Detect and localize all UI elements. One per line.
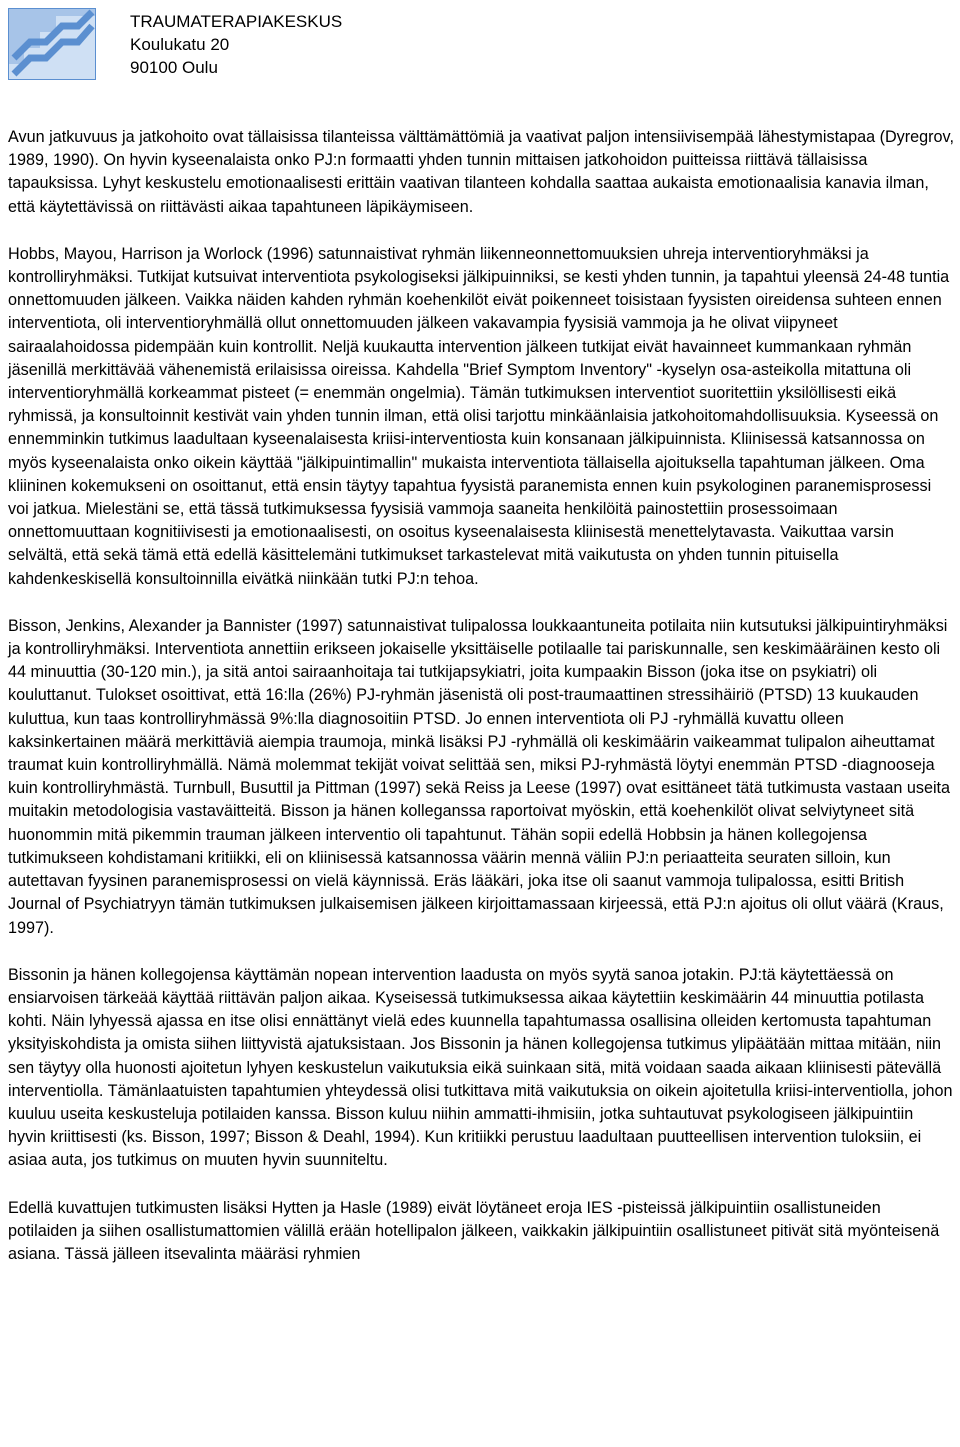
paragraph: Hobbs, Mayou, Harrison ja Worlock (1996) satunnaistivat ryhmän liikenneonnettomuuksien uhreja interventioryhmäksi ja kontrolliryhmäksi. Tutkijat kutsuivat interventiota psykologiseksi jälkipuinniksi, se kesti yhden tunnin, ja tapahtui yleensä 24-48 tuntia onnettomuuden jälkeen. Vaikka näiden kahden ryhmän koehenkilöt eivät poikenneet toisistaan fyysisten oireidensa suhteen ennen interventiota, oli interventioryhmällä ollut onnettomuuden jälkeen vakavampia fyysisiä vammoja ja he olivat viipyneet sairaalahoidossa pidempään kuin kontrollit. Neljä kuukautta intervention jälkeen tutkijat eivät havainneet kummankaan ryhmän jäsenillä merkittävää vähenemistä erilaisissa oireissa. Kahdella "Brief Symptom Inventory" -kyselyn osa-asteikolla mitattuna oli interventioryhmällä korkeammat pisteet (= enemmän ongelmia). Tämän tutkimuksen interventiot suoritettiin yksilöllisesti eikä ryhmissä, ja konsultoinnit kestivät vain yhden tunnin ilman, että olisi tarjottu minkäänlaisia jatkohoitomahdollisuuksia. Kyseessä on ennemminkin tutkimus laadultaan kyseenalaisesta kriisi-interventiosta kuin konsanaan jälkipuinnista. Kliinisessä katsannossa on myös kyseenalaista onko oikein käyttää "jälkipuintimallin" mukaista interventiota tällaisella ajoituksella tapahtuman jälkeen. Oma kliininen kokemukseni on osoittanut, että ensin täytyy tapahtua fyysistä paranemista ennen kuin psykologinen paranemisprosessi voi jatkua. Mielestäni se, että tässä tutkimuksessa fyysisiä vammoja saaneita henkilöitä painostettiin prosessoimaan onnettomuuttaan kognitiivisesti ja emotionaalisesti, on osoitus kyseenalaisesta kliinisestä menettelytavasta. Vaikuttaa varsin selvältä, että sekä tämä että edellä käsittelemäni tutkimukset tarkastelevat mitä vaikutusta on yhden tunnin pituisella kahdenkeskisellä konsultoinnilla eivätkä niinkään tutki PJ:n tehoa. (8, 244, 950, 588)
staircase-logo-icon (8, 8, 96, 80)
letterhead (130, 10, 342, 79)
paragraph: Edellä kuvattujen tutkimusten lisäksi Hytten ja Hasle (1989) eivät löytäneet eroja IES -pisteissä jälkipuintiin osallistuneiden potilaiden ja siihen osallistumattomien välillä erään hotellipalon jälkeen, vaikkakin jälkipuintiin osallistuneet pitivät sitä myönteisenä asiana. Tässä jälleen itsevalinta määräsi ryhmien (8, 1198, 940, 1263)
paragraph: Bisson, Jenkins, Alexander ja Bannister (1997) satunnaistivat tulipalossa loukkaantuneita potilaita niin kutsutuksi jälkipuintiryhmäksi ja kontrolliryhmäksi. Interventiota annettiin erikseen jokaiselle yksittäiselle potilaalle tai pariskunnalle, sen keskimääräinen kesto oli 44 minuuttia (30-120 min.), ja sitä antoi sairaanhoitaja tai tutkijapsykiatri, joita kumpaakin Bisson (joka itse on psykiatri) oli kouluttanut. Tulokset osoittivat, että 16:lla (26%) PJ-ryhmän jäsenistä oli post-traumaattinen stressihäiriö (PTSD) 13 kuukauden kuluttua, kun taas kontrolliryhmässä 9%:lla diagnosoitiin PTSD. Jo ennen interventiota oli PJ -ryhmällä kuvattu olleen kaksinkertainen määrä merkittäviä aiempia traumoja, minkä lisäksi PJ -ryhmällä oli keskimäärin vaikeammat tulipalon aiheuttamat traumat kuin kontrolliryhmällä. Nämä molemmat tekijät voivat selittää sen, miksi PJ-ryhmästä löytyi enemmän PTSD -diagnooseja kuin kontrolliryhmästä. Turnbull, Busuttil ja Pittman (1997) sekä Reiss ja Leese (1997) ovat esittäneet tätä tutkimusta vastaan useita muitakin metodologisia vastaväitteitä. Bisson ja hänen kolleganssa raportoivat myöskin, että koehenkilöt olivat selviytyneet sitä huonommin mitä pikemmin trauman jälkeen interventio oli tapahtunut. Tähän sopii edellä Hobbsin ja hänen kollegojensa tutkimukseen kohdistamani kritiikki, eli on kliinisessä katsannossa väärin mennä väliin PJ:n periaatteita seuraten silloin, kun autettavan fyysinen paranemisprosessi on vielä käynnissä. Eräs lääkäri, joka itse oli saanut vammoja tulipalossa, esitti British Journal of Psychiatryyn tämän tutkimuksen julkaisemisen jälkeen kirjoittamassaan kirjeessä, että PJ:n ajoitus oli ollut väärä (Kraus, 1997). (8, 616, 951, 937)
postal-address: 90100 Oulu (130, 58, 218, 77)
organization-name: TRAUMATERAPIAKESKUS (130, 12, 343, 31)
paragraph: Bissonin ja hänen kollegojensa käyttämän nopean intervention laadusta on myös syytä sanoa jotakin. PJ:tä käytettäessä on ensiarvoisen tärkeää käyttää riittävän paljon aikaa. Kyseisessä tutkimuksessa aikaa käytettiin keskimäärin 44 minuuttia potilasta kohti. Näin lyhyessä ajassa en itse olisi ennättänyt vielä edes kuunnella tapahtumassa osallisina olleiden kertomusta tapahtuman yksityiskohdista ja omista siihen liittyvistä ajatuksistaan. Jos Bissonin ja hänen kollegojensa tutkimus ylipäätään mittaa mitään, niin sen täytyy olla huonosti ajoitetun lyhyen keskustelun vaikutuksia eikä suinkaan sitä, mitä voidaan saada aikaan kliinisesti pätevällä interventiolla. Tämänlaatuisten tapahtumien yhteydessä olisi tutkittava mitä vaikutuksia on oikein ajoitetulla kriisi-interventiolla, johon kuuluu useita keskusteluja potilaiden kanssa. Bisson kuluu niihin ammatti-ihmisiin, jotka suhtautuvat psykologiseen jälkipuintiin hyvin kriittisesti (ks. Bisson, 1997; Bisson & Deahl, 1994). Kun kritiikki perustuu laadultaan puutteellisen intervention tuloksiin, ei asiaa auta, jos tutkimus on muuten hyvin suunniteltu. (8, 965, 953, 1170)
organization-logo (8, 8, 96, 80)
paragraph: Avun jatkuvuus ja jatkohoito ovat tällaisissa tilanteissa välttämättömiä ja vaativat paljon intensiivisempää lähestymistapaa (Dyregrov, 1989, 1990). On hyvin kyseenalaista onko PJ:n formaatti yhden tunnin mittaisen jatkohoidon puitteissa riittävä tällaisissa tapauksissa. Lyhyt keskustelu emotionaalisesti erittäin vaativan tilanteen kohdalla saattaa aukaista emotionaalisia kanavia ilman, että käytettävissä on riittävästi aikaa tapahtuneen läpikäymiseen. (8, 128, 954, 216)
street-address: Koulukatu 20 (130, 35, 230, 54)
document-body (8, 126, 954, 1290)
